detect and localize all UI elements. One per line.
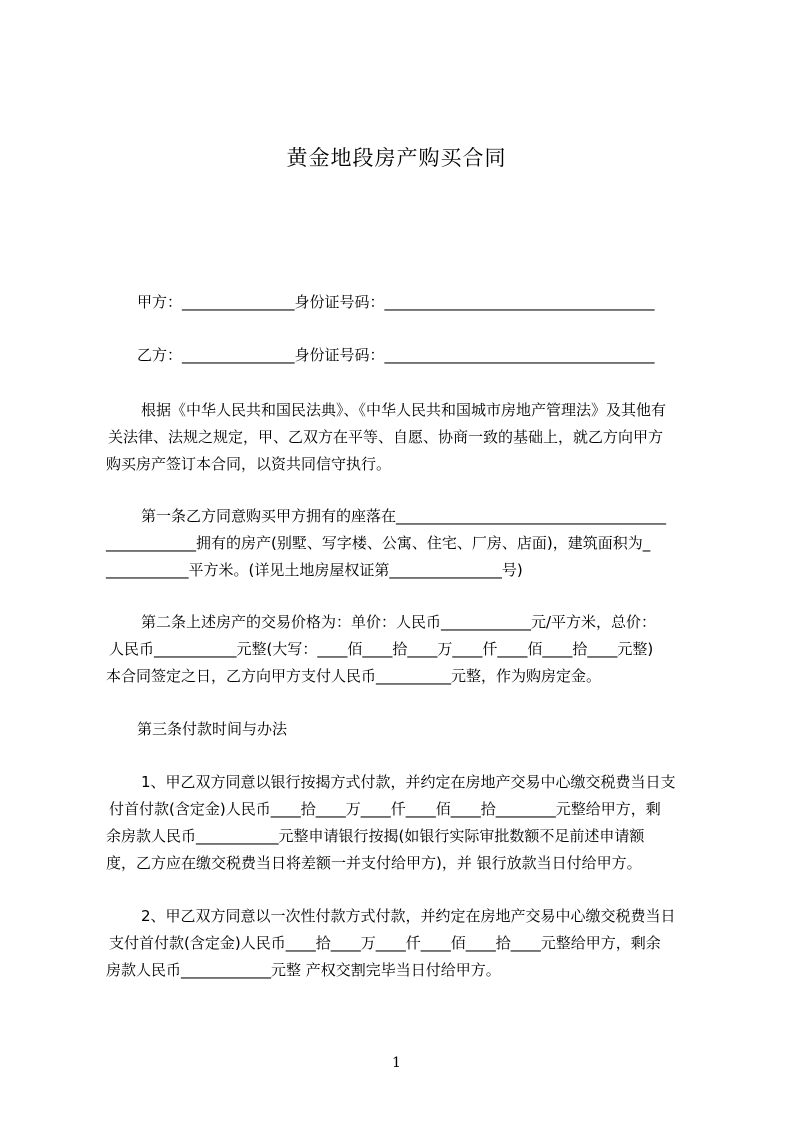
- article2-line-2: 人民币___________元整(大写：____佰____拾____万____仟____佰____拾____元整): [109, 640, 654, 658]
- article3-heading: 第三条付款时间与办法: [137, 720, 288, 738]
- clause2-line-3: 房款人民币____________元整 产权交割完毕当日付给甲方。: [106, 961, 501, 979]
- party-a-line: 甲方：_______________身份证号码：____________________________________: [137, 293, 655, 311]
- clause2-line-1: 2、甲乙双方同意以一次性付款方式付款，并约定在房地产交易中心缴交税费当日: [141, 907, 676, 925]
- preamble-line-1: 根据《中华人民共和国民法典》、《中华人民共和国城市房地产管理法》及其他有: [141, 401, 667, 419]
- article1-line-3: ___________平方米。(详见土地房屋权证第_______________号): [106, 561, 523, 579]
- page-number: 1: [392, 1055, 401, 1071]
- article2-line-1: 第二条上述房产的交易价格为：单价：人民币____________元/平方米，总价：: [141, 613, 657, 631]
- clause2-line-2: 支付首付款(含定金)人民币____拾____万____仟____佰____拾____元整给甲方，剩余: [109, 934, 661, 952]
- clause1-line-3: 余房款人民币___________元整申请银行按揭(如银行实际审批数额不足前述申请额: [106, 827, 645, 845]
- clause1-line-1: 1、甲乙双方同意以银行按揭方式付款，并约定在房地产交易中心缴交税费当日支: [141, 773, 676, 791]
- clause1-line-4: 度，乙方应在缴交税费当日将差额一并支付给甲方)，并 银行放款当日付给甲方。: [106, 854, 642, 872]
- article1-line-2: ____________拥有的房产(别墅、写字楼、公寓、住宅、厂房、店面)，建筑面积为_: [106, 534, 651, 552]
- preamble-line-3: 购买房产签订本合同，以资共同信守执行。: [106, 455, 392, 473]
- article2-line-3: 本合同签定之日，乙方向甲方支付人民币__________元整，作为购房定金。: [106, 667, 602, 685]
- contract-title: 黄金地段房产购买合同: [286, 146, 507, 170]
- preamble-line-2: 关法律、法规之规定，甲、乙双方在平等、自愿、协商一致的基础上，就乙方向甲方: [108, 428, 664, 446]
- clause1-line-2: 付首付款(含定金)人民币____拾____万____仟____佰____拾________元整给甲方，剩: [109, 800, 661, 818]
- party-b-line: 乙方：_______________身份证号码：____________________________________: [137, 346, 655, 364]
- article1-line-1: 第一条乙方同意购买甲方拥有的座落在____________________________________: [141, 507, 667, 525]
